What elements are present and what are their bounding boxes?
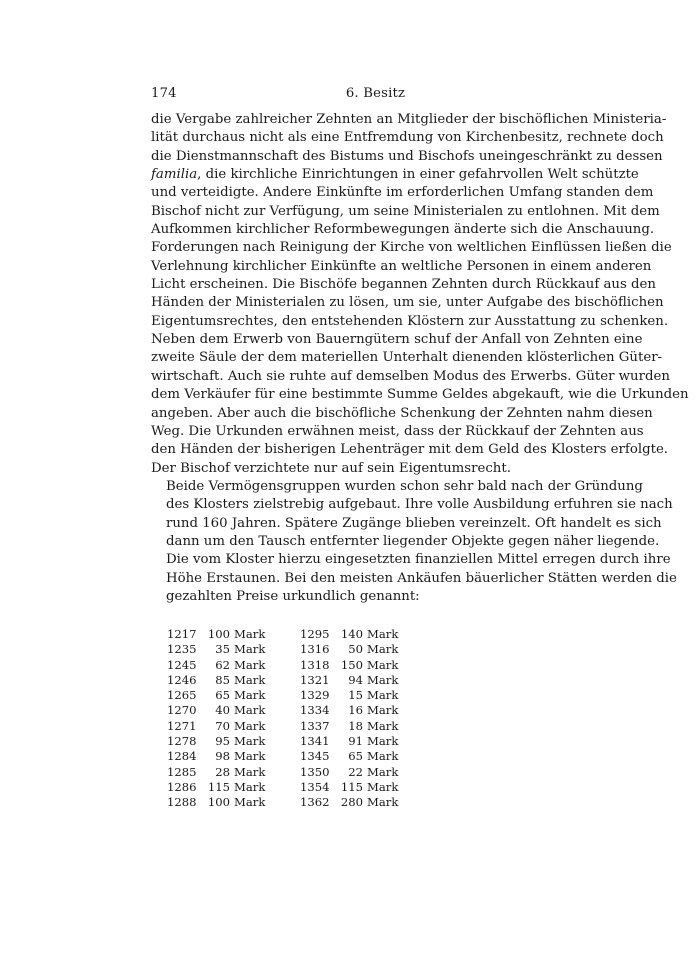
text-line: Bischof nicht zur Verfügung, um seine Ministerialen zu entlohnen. Mit dem bbox=[151, 203, 660, 219]
text-line: Eigentumsrechtes, den entstehenden Klöstern zur Ausstattung zu schenken. bbox=[151, 313, 669, 329]
text-line: den Händen der bisherigen Lehenträger mit dem Geld des Klosters erfolgte. bbox=[151, 442, 669, 458]
price-row bbox=[300, 688, 410, 703]
price-unit: Mark bbox=[367, 642, 399, 657]
price-year: 1329 bbox=[300, 688, 330, 703]
price-year: 1235 bbox=[167, 642, 197, 657]
price-row bbox=[300, 765, 410, 780]
price-unit: Mark bbox=[234, 672, 266, 687]
price-unit: Mark bbox=[367, 657, 399, 672]
price-unit: Mark bbox=[367, 688, 399, 703]
price-year: 1278 bbox=[167, 734, 197, 749]
price-amount: 98 bbox=[215, 749, 230, 764]
price-row bbox=[300, 795, 410, 810]
price-amount: 91 bbox=[348, 734, 363, 749]
price-row bbox=[300, 673, 410, 688]
price-row bbox=[167, 658, 277, 673]
price-unit: Mark bbox=[234, 627, 266, 641]
price-year: 1217 bbox=[167, 627, 197, 641]
price-row bbox=[167, 749, 277, 764]
price-row bbox=[300, 780, 410, 795]
price-row bbox=[300, 627, 410, 642]
price-row bbox=[167, 765, 277, 780]
text-line: Verlehnung kirchlicher Einkünfte an weltliche Personen in einem anderen bbox=[151, 258, 652, 274]
price-year: 1345 bbox=[300, 749, 330, 764]
price-year: 1295 bbox=[300, 627, 330, 641]
text-line: die Vergabe zahlreicher Zehnten an Mitglieder der bischöflichen Ministeria- bbox=[151, 112, 667, 127]
price-amount: 50 bbox=[348, 642, 363, 657]
price-amount: 115 bbox=[207, 779, 230, 794]
price-year: 1271 bbox=[167, 718, 197, 733]
text-line: Beide Vermögensgruppen wurden schon sehr bald nach der Gründung bbox=[166, 478, 643, 494]
price-unit: Mark bbox=[234, 734, 266, 749]
price-row bbox=[300, 703, 410, 718]
paragraph-1 bbox=[151, 111, 689, 478]
price-year: 1284 bbox=[167, 749, 197, 764]
price-column-1 bbox=[167, 627, 277, 811]
price-unit: Mark bbox=[367, 795, 399, 810]
text-line: angeben. Aber auch die bischöfliche Schenkung der Zehnten nahm diesen bbox=[151, 405, 653, 421]
paragraph-2 bbox=[151, 478, 677, 606]
section-title: 6. Besitz bbox=[345, 86, 406, 101]
price-year: 1288 bbox=[167, 795, 197, 810]
price-year: 1316 bbox=[300, 642, 330, 657]
price-year: 1354 bbox=[300, 779, 330, 794]
price-amount: 100 bbox=[207, 627, 230, 641]
text-line: rund 160 Jahren. Spätere Zugänge blieben vereinzelt. Oft handelt es sich bbox=[166, 515, 662, 531]
text-line: Der Bischof verzichtete nur auf sein Eigentumsrecht. bbox=[151, 460, 511, 476]
price-row bbox=[167, 780, 277, 795]
price-amount: 16 bbox=[348, 703, 363, 718]
price-row bbox=[167, 642, 277, 657]
price-amount: 85 bbox=[215, 672, 230, 687]
price-amount: 115 bbox=[340, 779, 363, 794]
text-line: Weg. Die Urkunden erwähnen meist, dass der Rückkauf der Zehnten aus bbox=[151, 423, 644, 439]
running-head bbox=[151, 86, 600, 108]
text-segment: , die kirchliche Einrichtungen in einer gefahrvollen Welt schützte bbox=[197, 167, 639, 183]
text-line: Licht erscheinen. Die Bischöfe begannen Zehnten durch Rückkauf aus den bbox=[151, 277, 656, 293]
price-amount: 62 bbox=[215, 657, 230, 672]
price-year: 1337 bbox=[300, 718, 330, 733]
price-unit: Mark bbox=[234, 718, 266, 733]
price-amount: 65 bbox=[348, 749, 363, 764]
price-unit: Mark bbox=[234, 688, 266, 703]
text-line: Forderungen nach Reinigung der Kirche von weltlichen Einflüssen ließen die bbox=[151, 240, 672, 256]
price-year: 1286 bbox=[167, 779, 197, 794]
price-year: 1246 bbox=[167, 672, 197, 687]
price-row bbox=[300, 734, 410, 749]
price-unit: Mark bbox=[367, 703, 399, 718]
price-year: 1270 bbox=[167, 703, 197, 718]
text-line: wirtschaft. Auch sie ruhte auf demselben Modus des Erwerbs. Güter wurden bbox=[151, 368, 670, 384]
price-amount: 15 bbox=[348, 688, 363, 703]
text-line: lität durchaus nicht als eine Entfremdung von Kirchenbesitz, rechnete doch bbox=[151, 130, 664, 146]
text-line: Höhe Erstaunen. Bei den meisten Ankäufen bäuerlicher Stätten werden die bbox=[166, 570, 677, 586]
price-amount: 40 bbox=[215, 703, 230, 718]
text-line: Händen der Ministerialen zu lösen, um sie, unter Aufgabe des bischöflichen bbox=[151, 295, 664, 311]
price-amount: 65 bbox=[215, 688, 230, 703]
price-amount: 70 bbox=[215, 718, 230, 733]
text-line: gezahlten Preise urkundlich genannt: bbox=[166, 588, 420, 604]
italic-term: familia bbox=[151, 167, 198, 183]
text-line: und verteidigte. Andere Einkünfte im erforderlichen Umfang standen dem bbox=[151, 185, 654, 201]
price-year: 1341 bbox=[300, 734, 330, 749]
price-row bbox=[167, 627, 277, 642]
page-content bbox=[151, 86, 689, 810]
text-line: dann um den Tausch entfernter liegender Objekte gegen näher liegende. bbox=[166, 533, 660, 549]
price-amount: 140 bbox=[340, 627, 363, 641]
text-line: Die vom Kloster hierzu eingesetzten finanziellen Mittel erregen durch ihre bbox=[166, 552, 671, 568]
price-unit: Mark bbox=[234, 779, 266, 794]
price-row bbox=[300, 719, 410, 734]
price-amount: 35 bbox=[215, 642, 230, 657]
price-row bbox=[300, 658, 410, 673]
price-amount: 28 bbox=[215, 764, 230, 779]
body-text bbox=[151, 111, 689, 606]
price-amount: 150 bbox=[340, 657, 363, 672]
price-unit: Mark bbox=[234, 795, 266, 810]
text-line: zweite Säule der dem materiellen Unterhalt dienenden klösterlichen Güter- bbox=[151, 350, 663, 366]
price-year: 1321 bbox=[300, 672, 330, 687]
price-year: 1265 bbox=[167, 688, 197, 703]
price-row bbox=[167, 795, 277, 810]
price-year: 1334 bbox=[300, 703, 330, 718]
price-amount: 94 bbox=[348, 672, 363, 687]
price-amount: 22 bbox=[348, 764, 363, 779]
price-unit: Mark bbox=[367, 718, 399, 733]
price-year: 1245 bbox=[167, 657, 197, 672]
price-column-2 bbox=[300, 627, 410, 811]
price-unit: Mark bbox=[234, 749, 266, 764]
price-amount: 280 bbox=[340, 795, 363, 810]
price-row bbox=[300, 642, 410, 657]
price-amount: 95 bbox=[215, 734, 230, 749]
price-year: 1285 bbox=[167, 764, 197, 779]
price-row bbox=[167, 673, 277, 688]
price-row bbox=[167, 719, 277, 734]
price-row bbox=[300, 749, 410, 764]
text-line: Aufkommen kirchlicher Reformbewegungen änderte sich die Anschauung. bbox=[151, 222, 655, 238]
page-number: 174 bbox=[151, 86, 177, 101]
text-line: die Dienstmannschaft des Bistums und Bischofs uneingeschränkt zu dessen bbox=[151, 148, 663, 164]
price-row bbox=[167, 703, 277, 718]
price-unit: Mark bbox=[367, 749, 399, 764]
price-year: 1318 bbox=[300, 657, 330, 672]
price-unit: Mark bbox=[234, 764, 266, 779]
price-unit: Mark bbox=[367, 764, 399, 779]
price-unit: Mark bbox=[367, 779, 399, 794]
price-year: 1350 bbox=[300, 764, 330, 779]
text-line: dem Verkäufer für eine bestimmte Summe Geldes abgekauft, wie die Urkunden bbox=[151, 387, 689, 403]
price-amount: 100 bbox=[207, 795, 230, 810]
price-row bbox=[167, 734, 277, 749]
text-line: Neben dem Erwerb von Bauerngütern schuf der Anfall von Zehnten eine bbox=[151, 332, 643, 348]
price-unit: Mark bbox=[234, 703, 266, 718]
price-unit: Mark bbox=[367, 627, 399, 641]
price-amount: 18 bbox=[348, 718, 363, 733]
price-row bbox=[167, 688, 277, 703]
price-unit: Mark bbox=[234, 657, 266, 672]
price-unit: Mark bbox=[234, 642, 266, 657]
text-line bbox=[151, 166, 639, 184]
price-unit: Mark bbox=[367, 734, 399, 749]
text-line: des Klosters zielstrebig aufgebaut. Ihre volle Ausbildung erfuhren sie nach bbox=[166, 497, 673, 513]
price-year: 1362 bbox=[300, 795, 330, 810]
price-unit: Mark bbox=[367, 672, 399, 687]
